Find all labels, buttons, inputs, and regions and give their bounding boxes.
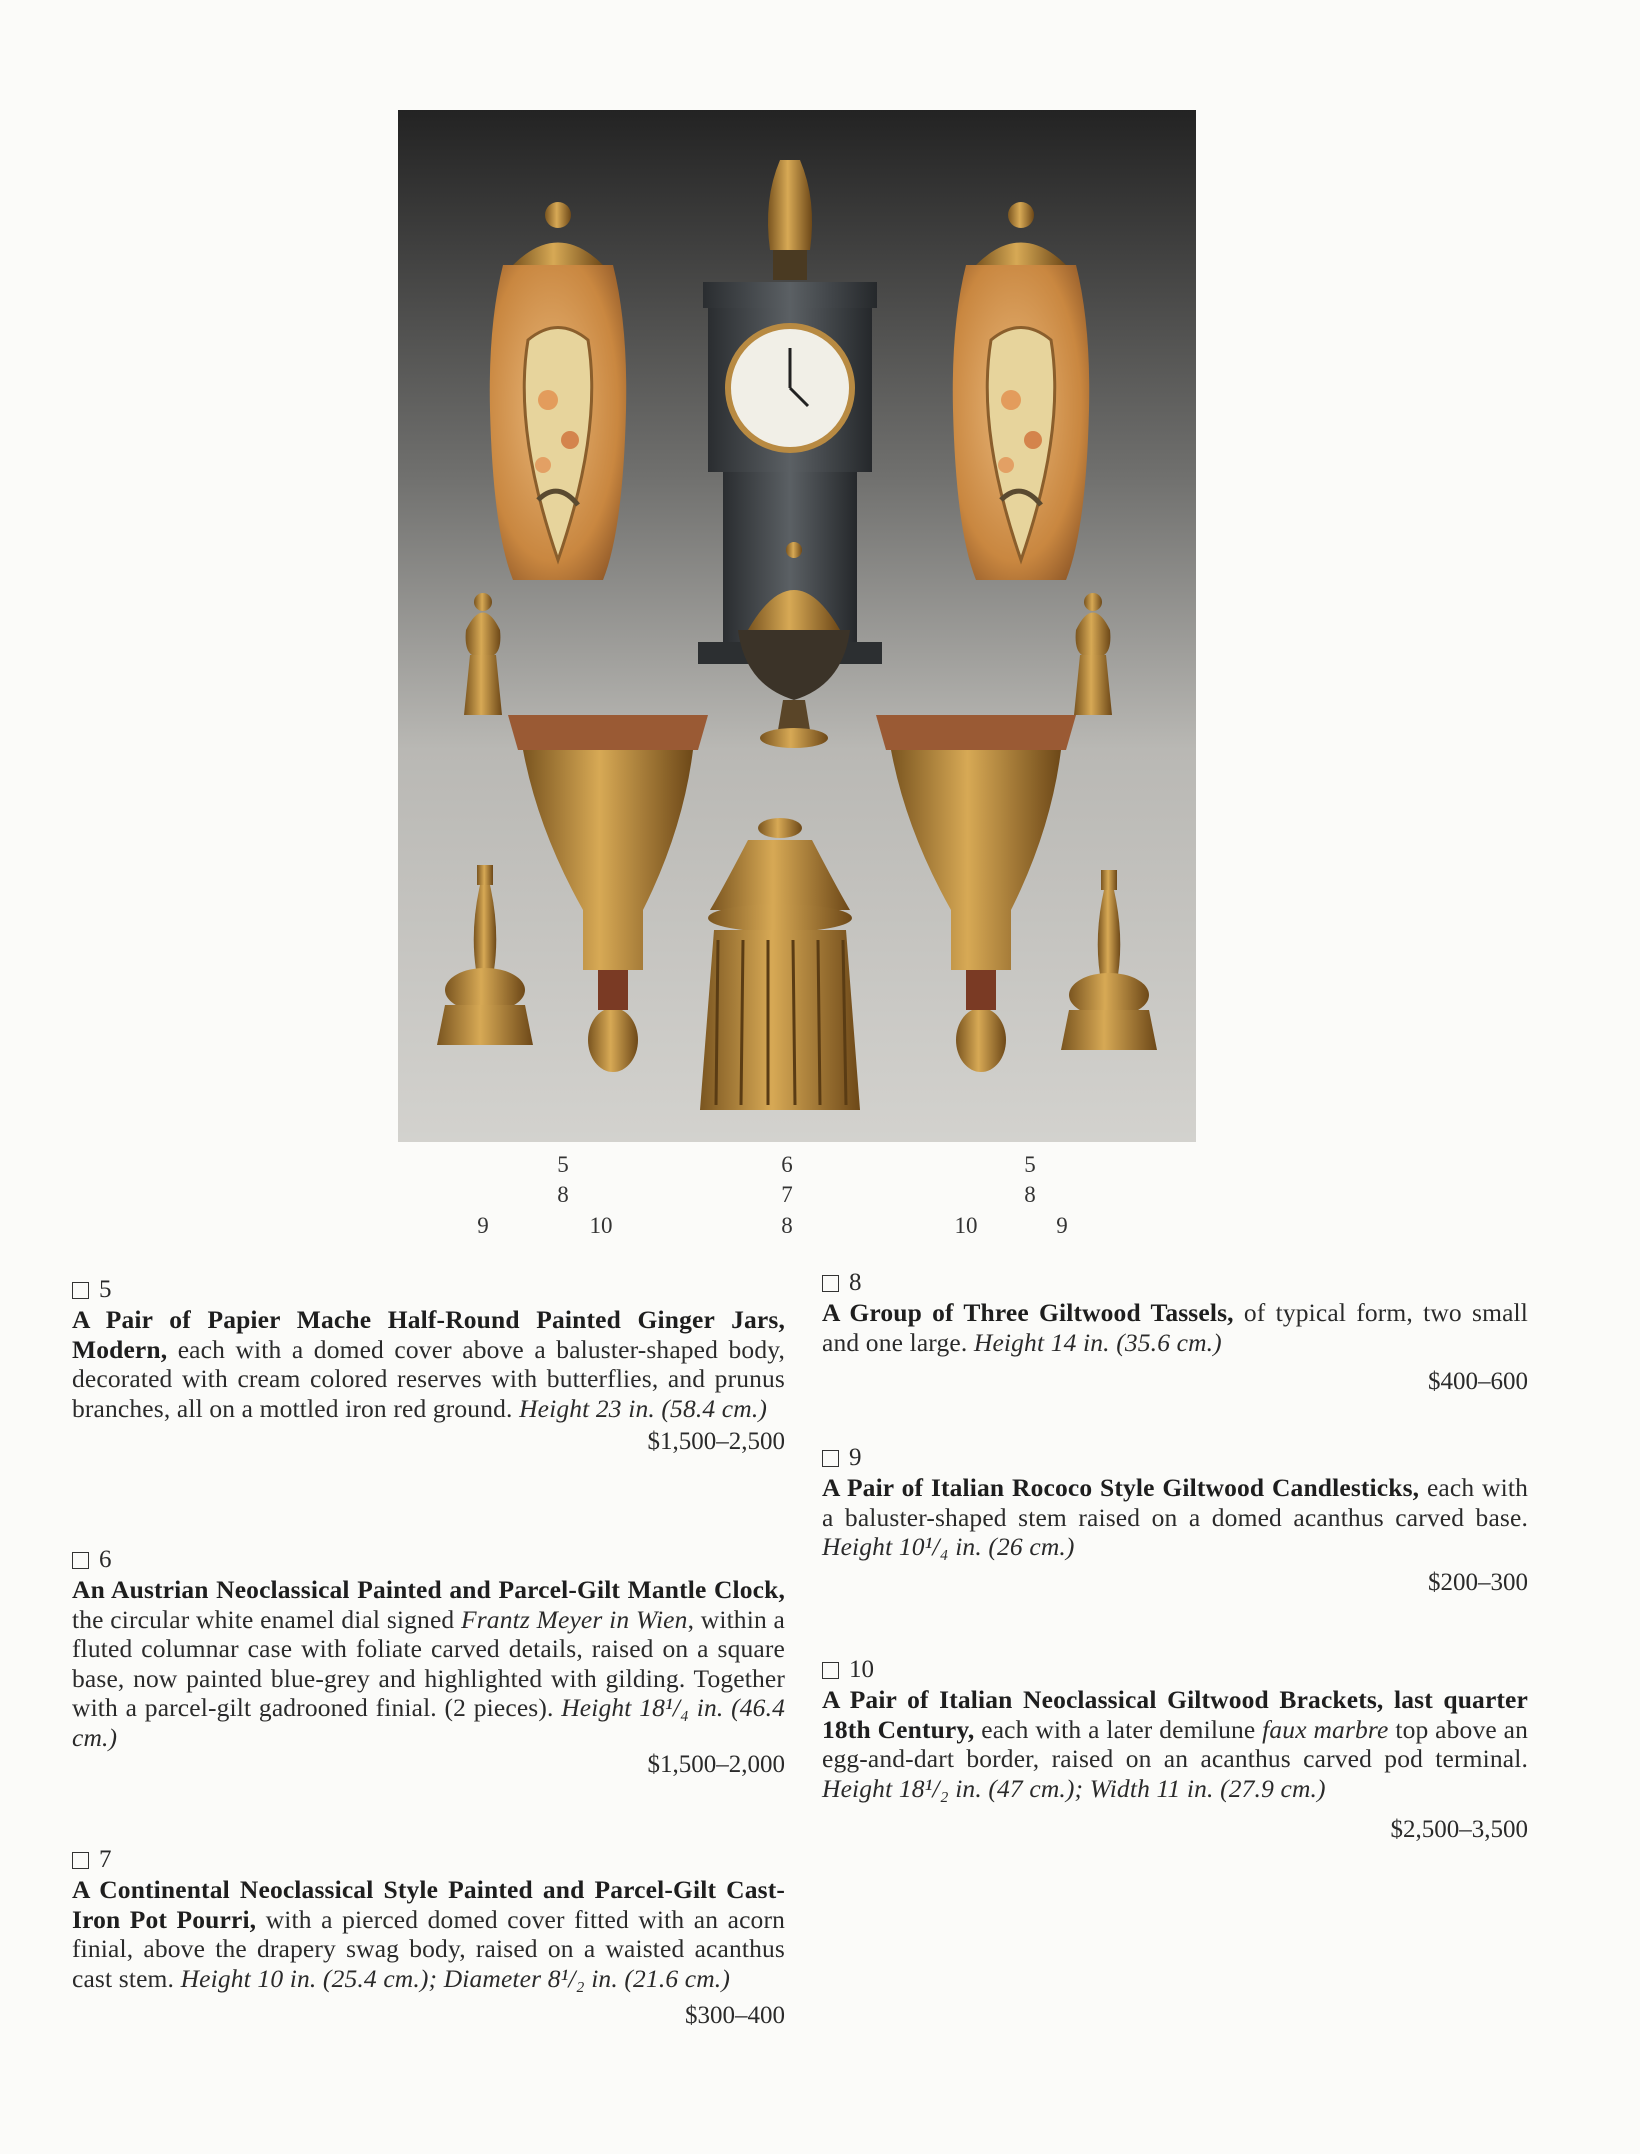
lot-number-row (822, 1443, 1528, 1473)
lot-dimensions: Height 18¹/₄ in. (46.4 cm.) (72, 1693, 785, 1752)
lot-title: A Continental Neoclassical Style Painted and Parcel-Gilt Cast-Iron Pot Pourri, (72, 1875, 785, 1934)
lot-estimate: $400–600 (1428, 1368, 1528, 1395)
lot-entry-7 (72, 1845, 785, 2031)
key-number: 8 (1024, 1182, 1036, 1207)
lot-text: , within a fluted columnar case with foliate carved details, raised on a square base, now painted blue-grey and highlighted with gilding. Together with a parcel-gilt gadrooned finial. (2 pieces). (72, 1604, 785, 1722)
lot-signature: Frantz Meyer in Wien (461, 1604, 688, 1634)
checkbox[interactable] (822, 1275, 839, 1292)
lot-text: with a pierced domed cover fitted with an acorn finial, above the drapery swag body, raised on a waisted acanthus cast stem. (72, 1904, 785, 1993)
lot-material: faux marbre (1262, 1714, 1389, 1744)
lot-estimate: $300–400 (685, 2002, 785, 2029)
checkbox[interactable] (822, 1450, 839, 1467)
lot-title: An Austrian Neoclassical Painted and Parcel-Gilt Mantle Clock, (72, 1575, 785, 1604)
lot-entry-5 (72, 1275, 785, 1457)
checkbox[interactable] (72, 1852, 89, 1869)
lot-description (822, 1685, 1528, 1803)
lot-estimate: $200–300 (1428, 1568, 1528, 1596)
catalogue-photo (398, 110, 1196, 1142)
checkbox[interactable] (822, 1662, 839, 1679)
lot-text: each with a later demilune (974, 1714, 1263, 1744)
lot-description (72, 1305, 785, 1423)
lot-estimate: $1,500–2,000 (647, 1751, 785, 1778)
checkbox[interactable] (72, 1552, 89, 1569)
lot-estimate: $2,500–3,500 (1390, 1816, 1528, 1843)
checkbox[interactable] (72, 1282, 89, 1299)
lot-entry-6 (72, 1545, 785, 1780)
lot-number: 9 (849, 1444, 862, 1471)
lot-number-row (72, 1545, 785, 1575)
lot-number: 5 (99, 1276, 112, 1303)
key-number: 6 (781, 1152, 793, 1177)
lot-text: each with a domed cover above a baluster-shaped body, decorated with cream colored reserves with butterflies, and prunus branches, all on a mottled iron red ground. (72, 1334, 785, 1423)
lot-description (72, 1875, 785, 1993)
lot-number-row (822, 1655, 1528, 1685)
key-number: 10 (589, 1213, 613, 1238)
lot-entry-9 (822, 1443, 1528, 1598)
lot-number: 7 (99, 1846, 112, 1873)
lot-description (822, 1473, 1528, 1562)
key-number: 9 (477, 1213, 489, 1238)
lot-dimensions: Height 10 in. (25.4 cm.); Diameter 8¹/₂ in. (21.6 cm.) (180, 1963, 730, 1993)
lot-number: 10 (849, 1656, 874, 1683)
lot-title: A Pair of Italian Rococo Style Giltwood Candlesticks, (822, 1473, 1420, 1502)
key-number: 9 (1056, 1213, 1068, 1238)
key-number: 8 (781, 1213, 793, 1238)
lot-dimensions: Height 14 in. (35.6 cm.) (973, 1327, 1222, 1357)
lot-number: 8 (849, 1269, 862, 1296)
lot-number-row (72, 1275, 785, 1305)
lot-title: A Group of Three Giltwood Tassels, (822, 1298, 1234, 1327)
lot-title: A Pair of Papier Mache Half-Round Painted Ginger Jars, Modern, (72, 1305, 785, 1364)
lot-dimensions: Height 23 in. (58.4 cm.) (519, 1393, 767, 1423)
key-number: 8 (557, 1182, 569, 1207)
lot-dimensions: Height 18¹/₂ in. (47 cm.); Width 11 in. (27.9 cm.) (822, 1773, 1326, 1803)
lot-number: 6 (99, 1546, 112, 1573)
key-number: 5 (1024, 1152, 1036, 1177)
lot-text: top above an egg-and-dart border, raised on an acanthus carved pod terminal. (822, 1714, 1528, 1773)
lot-text: the circular white enamel dial signed (72, 1604, 461, 1634)
key-number: 7 (781, 1182, 793, 1207)
lot-entry-10 (822, 1655, 1528, 1845)
lot-text: each with a baluster-shaped stem raised on a domed acanthus carved base. (822, 1473, 1528, 1532)
lot-dimensions: Height 10¹/₄ in. (26 cm.) (822, 1532, 1075, 1561)
lot-description (72, 1575, 785, 1752)
lot-estimate: $1,500–2,500 (647, 1428, 785, 1455)
lot-text: of typical form, two small and one large. (822, 1298, 1529, 1357)
key-number: 5 (557, 1152, 569, 1177)
lot-number-row (822, 1268, 1528, 1298)
lot-description (822, 1298, 1528, 1357)
lot-entry-8 (822, 1268, 1528, 1397)
lot-number-row (72, 1845, 785, 1875)
key-number: 10 (954, 1213, 978, 1238)
lot-title: A Pair of Italian Neoclassical Giltwood Brackets, last quarter 18th Century, (822, 1685, 1528, 1744)
